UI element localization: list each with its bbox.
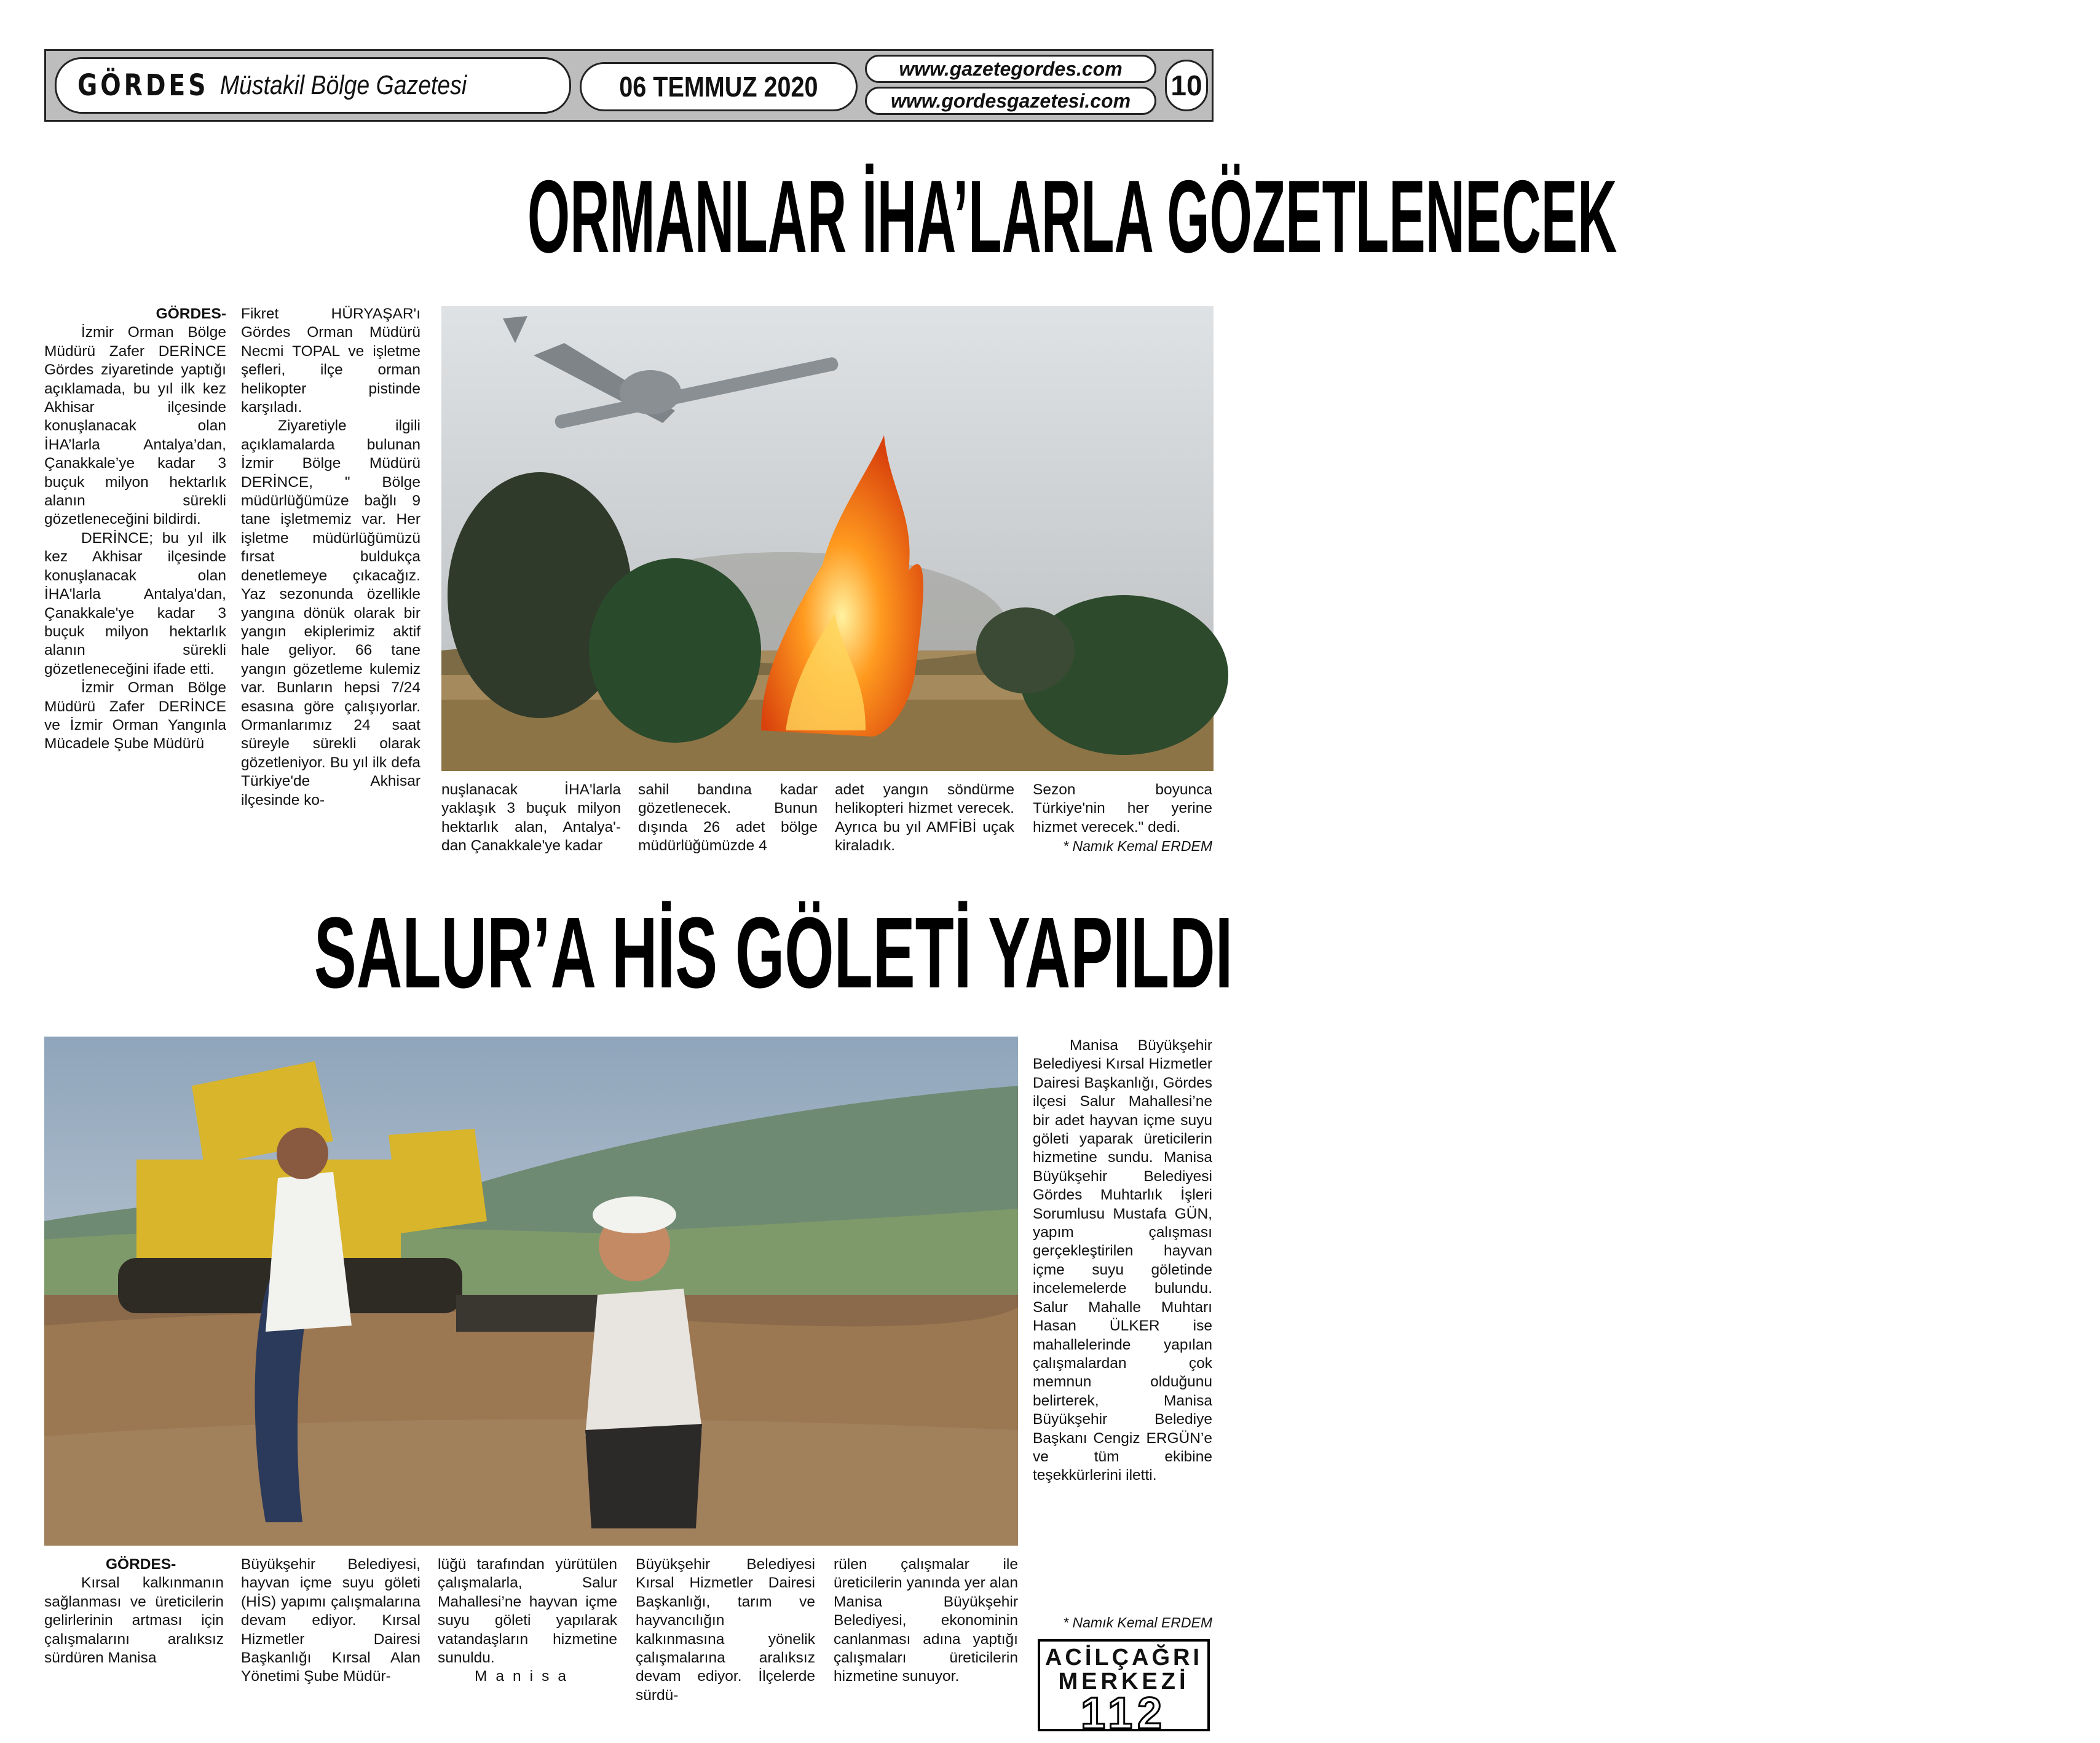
article-2-column-2: Büyükşehir Belediyesi, hayvan içme suyu göleti (HİS) yapımı çalışmalarına devam ediyor. Kırsal Hizmetler Dairesi Başkanlığı Kırsal Alan Yönetimi Şube Müdür-	[241, 1556, 420, 1685]
article-1-byline: * Namık Kemal ERDEM	[1063, 838, 1212, 855]
article-2-paragraph: Manisa Büyükşehir Belediyesi Kırsal Hizmetler Dairesi Başkanlığı, Gördes ilçesi Salur Mahallesi’ne bir adet hayvan içme suyu göleti yaparak üreticilerin hizmetine sundu. Manisa Büyükşehir Belediyesi Gördes Muhtarlık İşleri Sorumlusu Mustafa GÜN, yapım çalışması gerçekleştirilen hayvan içme suyu göletinde incelemelerde bulundu. Salur Mahalle Muhtarı Hasan ÜLKER ise mahallelerinde yapılan çalışmalardan çok memnun olduğunu belirterek, Manisa Büyükşehir Belediye Başkanı Cengiz ERGÜN’e ve tüm ekibine teşekkürlerini iletti.	[1033, 1037, 1212, 1484]
article-2-byline: * Namık Kemal ERDEM	[1063, 1615, 1212, 1630]
article-1-column-5: adet yangın söndürme helikopteri hizmet verecek. Ayrıca bu yıl AMFİBİ uçak kiraladık.	[835, 781, 1014, 855]
drone-forest-fire-photo	[441, 306, 1214, 771]
website-url-2[interactable]: www.gordesgazetesi.com	[865, 87, 1156, 115]
article-2-column-5: rülen çalışmalar ile üreticilerin yanında yer alan Manisa Büyükşehir Belediyesi, ekonominin canlanması adına yaptığı çalışmaları üreticilerin hizmetine sunuyor.	[834, 1556, 1018, 1685]
article-1-paragraph: DERİNCE; bu yıl ilk kez Akhisar ilçesinde konuşlanacak olan İHA'larla Antalya'dan, Çanakkale'ye kadar 3 buçuk milyon hektarlık alanın sürekli gözetleneceğini ifade etti.	[44, 529, 226, 678]
article-1-paragraph: Fikret HÜRYAŞAR'ı Gördes Orman Müdürü Necmi TOPAL ve işletme şefleri, ilçe orman helikopter pistinde karşıladı.	[241, 306, 420, 416]
article-1-column-1	[44, 305, 226, 754]
emergency-number: 112	[1080, 1689, 1167, 1738]
article-2-side-column	[1033, 1037, 1212, 1485]
article-1-column-2	[241, 305, 420, 810]
page-number: 10	[1165, 60, 1208, 111]
emergency-call-box	[1038, 1639, 1210, 1738]
article-2-column-3: lüğü tarafından yürütülen çalışmalarla, Salur Mahallesi’ne hayvan içme suyu göleti yapılarak vatandaşların hizmetine sunuldu. Manisa	[438, 1556, 617, 1685]
brand-name: GÖRDES	[77, 68, 209, 103]
article-1-headline: ORMANLAR İHA’LARLA GÖZETLENECEK	[527, 159, 1617, 274]
brand-subtitle: Müstakil Bölge Gazetesi	[220, 70, 467, 100]
article-1-paragraph: İzmir Orman Bölge Müdürü Zafer DERİNCE ve İzmir Orman Yangınla Mücadele Şube Müdürü	[44, 679, 226, 753]
article-1-kicker: GÖRDES-	[156, 306, 226, 322]
article-1-column-6: Sezon boyunca Türkiye'nin her yerine hizmet verecek." dedi. * Namık Kemal ERDEM	[1033, 781, 1212, 856]
masthead	[44, 49, 1214, 122]
article-1-column-3: nuşlanacak İHA'larla yaklaşık 3 buçuk milyon hektarlık alan, Antalya'-dan Çanakkale'ye kadar	[441, 781, 621, 855]
issue-date: 06 TEMMUZ 2020	[580, 62, 858, 111]
article-2-kicker: GÖRDES-	[106, 1556, 176, 1573]
article-1-paragraph: İzmir Orman Bölge Müdürü Zafer DERİNCE Gördes ziyaretinde yaptığı açıklamada, bu yıl ilk kez Akhisar ilçesinde konuşlanacak olan İHA’larla Antalya’dan, Çanakkale’ye kadar 3 buçuk milyon hektarlık alanın sürekli gözetleneceğini bildirdi.	[44, 324, 226, 528]
website-url-1[interactable]: www.gazetegordes.com	[865, 55, 1156, 83]
article-2-headline: SALUR’A HİS GÖLETİ YAPILDI	[314, 896, 1233, 1009]
article-1-paragraph: Ziyaretiyle ilgili açıklamalarda bulunan İzmir Bölge Müdürü DERİNCE, " Bölge müdürlüğümüze bağlı 9 tane işletmemiz var. Her işletme müdürlüğümüzü fırsat buldukça denetlemeye çıkacağız. Yaz sezonunda özellikle yangına dönük olarak bir yangın ekiplerimiz aktif hale geliyor. 66 tane yangın gözetleme kulemiz var. Bunların hepsi 7/24 esasına göre çalışıyorlar. Ormanlarımız 24 saat süreyle sürekli olarak gözetleniyor. Bu yıl ilk defa Türkiye'de Akhisar ilçesinde ko-	[241, 417, 420, 808]
emergency-line-2: MERKEZİ	[1058, 1669, 1190, 1694]
article-2-column-1: GÖRDES- Kırsal kalkınmanın sağlanması ve üreticilerin gelirlerinin artması için çalışmalarını aralıksız sürdüren Manisa	[44, 1556, 224, 1667]
emergency-line-1: ACİLÇAĞRI	[1044, 1645, 1203, 1670]
article-1-column-4: sahil bandına kadar gözetlenecek. Bunun dışında 26 adet bölge müdürlüğümüzde 4	[638, 781, 818, 855]
article-2-column-4: Büyükşehir Belediyesi Kırsal Hizmetler Dairesi Başkanlığı, tarım ve hayvancılığın kalkınmasına yönelik çalışmalarına aralıksız devam ediyor. İlçelerde sürdü-	[636, 1556, 815, 1704]
bulldozer-site-visit-photo	[44, 1037, 1018, 1546]
brand-box	[55, 57, 571, 114]
